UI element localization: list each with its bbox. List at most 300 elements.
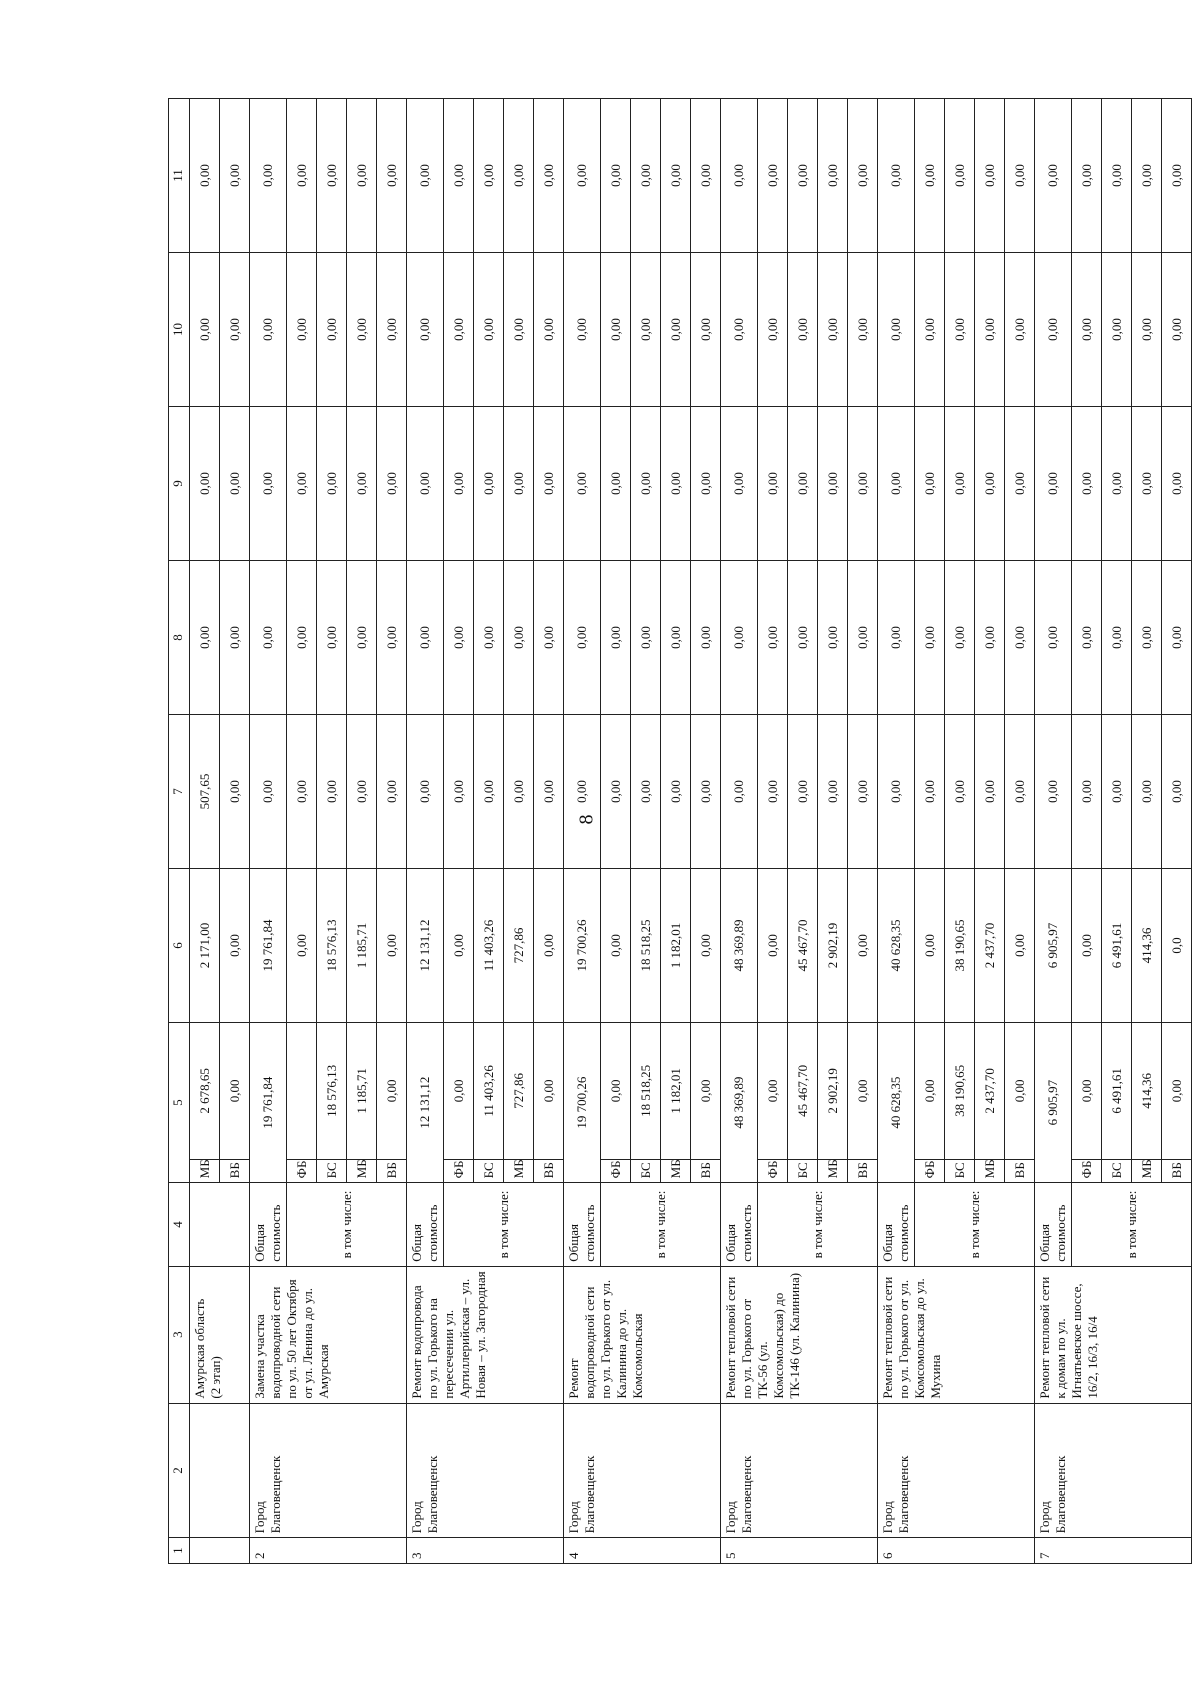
funding-source: ФБ <box>758 1159 788 1183</box>
value-cell: 0,00 <box>818 99 848 253</box>
value-cell: 0,00 <box>190 253 220 407</box>
table-row <box>878 99 915 1564</box>
value-cell: 2 902,19 <box>818 868 848 1022</box>
value-cell: 0,00 <box>504 253 534 407</box>
row-number-cell <box>190 1538 250 1564</box>
value-cell: 0,00 <box>444 560 474 714</box>
value-cell: 727,86 <box>504 868 534 1022</box>
value-cell: 0,00 <box>564 560 601 714</box>
value-cell: 0,00 <box>190 407 220 561</box>
value-cell: 0,00 <box>878 253 915 407</box>
value-cell: 0,00 <box>601 714 631 868</box>
value-cell: 0,00 <box>287 560 317 714</box>
value-cell: 0,00 <box>758 560 788 714</box>
value-cell: 2 678,65 <box>190 1022 220 1159</box>
cost-type-cell <box>190 1183 250 1266</box>
total-value-cell: 12 131,12 <box>407 1022 444 1182</box>
table-body <box>190 99 1192 1564</box>
value-cell: 0,00 <box>848 253 878 407</box>
value-cell: 0,00 <box>377 714 407 868</box>
value-cell: 0,00 <box>564 253 601 407</box>
value-cell: 0,00 <box>631 714 661 868</box>
value-cell: 0,00 <box>721 253 758 407</box>
funding-source: ФБ <box>287 1159 317 1183</box>
total-cost-label: Общая стоимость <box>250 1183 287 1266</box>
total-value-cell: 19 700,26 <box>564 1022 601 1182</box>
value-cell: 0,00 <box>220 253 250 407</box>
value-cell: 19 761,84 <box>250 868 287 1022</box>
value-cell: 727,86 <box>504 1022 534 1159</box>
value-cell: 0,00 <box>1132 714 1162 868</box>
value-cell: 0,00 <box>317 99 347 253</box>
funding-source: ВБ <box>534 1159 564 1183</box>
value-cell: 0,00 <box>788 253 818 407</box>
value-cell: 0,00 <box>220 868 250 1022</box>
value-cell: 0,00 <box>1132 560 1162 714</box>
value-cell: 0,00 <box>975 714 1005 868</box>
funding-source: ВБ <box>220 1159 250 1183</box>
value-cell: 0,00 <box>250 714 287 868</box>
value-cell: 2 902,19 <box>818 1022 848 1159</box>
value-cell: 0,00 <box>661 714 691 868</box>
municipality-cell <box>190 1403 250 1538</box>
value-cell: 0,00 <box>317 253 347 407</box>
value-cell: 0,00 <box>1072 714 1102 868</box>
including-label: в том числе: <box>758 1183 878 1266</box>
value-cell: 0,00 <box>287 99 317 253</box>
col-header-9: 9 <box>169 407 190 561</box>
value-cell: 1 182,01 <box>661 868 691 1022</box>
value-cell: 0,00 <box>1035 560 1072 714</box>
value-cell: 0,00 <box>504 99 534 253</box>
value-cell: 0,00 <box>1005 1022 1035 1159</box>
value-cell: 0,00 <box>564 714 601 868</box>
value-cell: 0,00 <box>474 407 504 561</box>
value-cell: 0,00 <box>534 1022 564 1159</box>
rotated-table-wrapper <box>168 98 1184 1564</box>
value-cell: 0,00 <box>250 253 287 407</box>
value-cell: 0,00 <box>848 99 878 253</box>
value-cell: 0,00 <box>1005 99 1035 253</box>
value-cell: 11 403,26 <box>474 1022 504 1159</box>
value-cell: 0,00 <box>1072 253 1102 407</box>
value-cell: 0,00 <box>848 560 878 714</box>
value-cell: 0,00 <box>1005 868 1035 1022</box>
value-cell: 0,00 <box>474 253 504 407</box>
header-row <box>169 99 190 1564</box>
value-cell: 0,00 <box>407 714 444 868</box>
value-cell: 0,00 <box>407 560 444 714</box>
value-cell: 0,00 <box>220 99 250 253</box>
value-cell: 45 467,70 <box>788 1022 818 1159</box>
value-cell: 0,00 <box>601 407 631 561</box>
value-cell: 6 905,97 <box>1035 868 1072 1022</box>
value-cell: 0,00 <box>691 714 721 868</box>
value-cell: 0,00 <box>848 1022 878 1159</box>
table-row <box>407 99 444 1564</box>
funding-source: МБ <box>1132 1159 1162 1183</box>
value-cell: 0,00 <box>691 560 721 714</box>
value-cell: 0,00 <box>945 560 975 714</box>
municipality-name: Город Благовещенск <box>721 1403 878 1538</box>
value-cell: 0,00 <box>945 99 975 253</box>
total-value-cell: 19 761,84 <box>250 1022 287 1182</box>
value-cell: 0,00 <box>407 407 444 561</box>
value-cell: 0,00 <box>758 99 788 253</box>
funding-source: БС <box>317 1159 347 1183</box>
value-cell: 48 369,89 <box>721 868 758 1022</box>
value-cell: 0,00 <box>975 407 1005 561</box>
value-cell: 0,00 <box>915 407 945 561</box>
value-cell: 0,00 <box>878 714 915 868</box>
value-cell: 0,00 <box>1005 714 1035 868</box>
value-cell: 0,00 <box>788 560 818 714</box>
region-name: Амурская область (2 этап) <box>190 1266 250 1403</box>
value-cell: 0,00 <box>377 868 407 1022</box>
value-cell: 38 190,65 <box>945 1022 975 1159</box>
value-cell: 0,00 <box>474 99 504 253</box>
value-cell: 0,00 <box>1035 714 1072 868</box>
value-cell: 6 491,61 <box>1102 868 1132 1022</box>
value-cell: 0,00 <box>721 99 758 253</box>
row-number: 4 <box>564 1538 721 1564</box>
value-cell: 18 518,25 <box>631 868 661 1022</box>
value-cell: 0,00 <box>945 253 975 407</box>
value-cell: 0,00 <box>534 253 564 407</box>
funding-source: БС <box>631 1159 661 1183</box>
value-cell: 0,00 <box>915 560 945 714</box>
col-header-10: 10 <box>169 253 190 407</box>
value-cell: 1 185,71 <box>347 1022 377 1159</box>
municipality-name: Город Благовещенск <box>1035 1403 1192 1538</box>
total-cost-label: Общая стоимость <box>407 1183 444 1266</box>
value-cell: 0,00 <box>818 407 848 561</box>
object-name: Ремонт водопроводной сети по ул. Горького от ул. Калинина до ул. Комсомольская <box>564 1266 721 1403</box>
value-cell: 0,00 <box>190 560 220 714</box>
funding-source: БС <box>788 1159 818 1183</box>
value-cell: 0,00 <box>1162 560 1192 714</box>
total-cost-label: Общая стоимость <box>721 1183 758 1266</box>
value-cell: 2 437,70 <box>975 1022 1005 1159</box>
value-cell: 6 491,61 <box>1102 1022 1132 1159</box>
value-cell: 0,00 <box>564 407 601 561</box>
total-cost-label: Общая стоимость <box>878 1183 915 1266</box>
value-cell: 0,00 <box>1035 407 1072 561</box>
col-header-7: 7 <box>169 714 190 868</box>
funding-source: ВБ <box>848 1159 878 1183</box>
value-cell: 0,00 <box>661 99 691 253</box>
value-cell: 414,36 <box>1132 1022 1162 1159</box>
total-cost-label: Общая стоимость <box>564 1183 601 1266</box>
table-row <box>190 99 220 1564</box>
value-cell: 0,00 <box>945 714 975 868</box>
value-cell: 0,00 <box>915 99 945 253</box>
budget-table <box>168 98 1192 1564</box>
total-value-cell: 40 628,35 <box>878 1022 915 1182</box>
funding-source: МБ <box>347 1159 377 1183</box>
value-cell: 0,00 <box>220 407 250 561</box>
value-cell: 0,00 <box>691 407 721 561</box>
value-cell: 0,00 <box>1035 253 1072 407</box>
funding-source: ФБ <box>601 1159 631 1183</box>
value-cell: 0,00 <box>1162 407 1192 561</box>
value-cell: 0,00 <box>1102 560 1132 714</box>
col-header-5: 5 <box>169 1022 190 1182</box>
funding-source: ВБ <box>1005 1159 1035 1183</box>
value-cell: 0,00 <box>1162 714 1192 868</box>
value-cell: 0,00 <box>878 99 915 253</box>
value-cell: 0,00 <box>220 560 250 714</box>
value-cell: 0,00 <box>915 253 945 407</box>
value-cell: 0,00 <box>818 560 848 714</box>
col-header-1: 1 <box>169 1538 190 1564</box>
funding-source: МБ <box>661 1159 691 1183</box>
value-cell: 0,00 <box>878 560 915 714</box>
value-cell: 0,00 <box>504 407 534 561</box>
including-label: в том числе: <box>1072 1183 1192 1266</box>
value-cell: 0,00 <box>1035 99 1072 253</box>
value-cell: 0,00 <box>848 868 878 1022</box>
col-header-11: 11 <box>169 99 190 253</box>
value-cell: 0,00 <box>1132 99 1162 253</box>
funding-source: БС <box>1102 1159 1132 1183</box>
value-cell: 0,00 <box>1072 99 1102 253</box>
value-cell: 0,00 <box>377 253 407 407</box>
value-cell: 0,00 <box>474 560 504 714</box>
value-cell: 0,00 <box>1005 253 1035 407</box>
row-number: 5 <box>721 1538 878 1564</box>
col-header-4: 4 <box>169 1183 190 1266</box>
funding-source: МБ <box>190 1159 220 1183</box>
value-cell: 0,00 <box>287 253 317 407</box>
table-row <box>564 99 601 1564</box>
col-header-8: 8 <box>169 560 190 714</box>
value-cell: 0,00 <box>407 99 444 253</box>
value-cell: 0,00 <box>444 714 474 868</box>
value-cell: 0,00 <box>975 253 1005 407</box>
row-number: 7 <box>1035 1538 1192 1564</box>
value-cell: 0,00 <box>1132 253 1162 407</box>
col-header-3: 3 <box>169 1266 190 1403</box>
value-cell: 0,00 <box>317 407 347 561</box>
value-cell: 40 628,35 <box>878 868 915 1022</box>
value-cell: 0,00 <box>631 560 661 714</box>
value-cell: 0,00 <box>1102 253 1132 407</box>
value-cell: 19 700,26 <box>564 868 601 1022</box>
value-cell: 0,00 <box>1132 407 1162 561</box>
value-cell: 0,00 <box>721 714 758 868</box>
value-cell: 0,00 <box>601 99 631 253</box>
value-cell: 0,00 <box>631 99 661 253</box>
value-cell: 0,00 <box>631 407 661 561</box>
value-cell: 1 182,01 <box>661 1022 691 1159</box>
value-cell: 0,00 <box>190 99 220 253</box>
value-cell: 0,00 <box>788 407 818 561</box>
value-cell: 0,00 <box>848 714 878 868</box>
municipality-name: Город Благовещенск <box>878 1403 1035 1538</box>
table-row <box>250 99 287 1564</box>
including-label: в том числе: <box>444 1183 564 1266</box>
value-cell: 0,00 <box>1072 1022 1102 1159</box>
value-cell: 0,00 <box>915 868 945 1022</box>
value-cell: 0,00 <box>287 868 317 1022</box>
value-cell: 0,00 <box>758 714 788 868</box>
value-cell: 414,36 <box>1132 868 1162 1022</box>
value-cell: 0,00 <box>691 868 721 1022</box>
value-cell: 0,00 <box>818 253 848 407</box>
value-cell: 0,00 <box>1005 560 1035 714</box>
value-cell: 0,00 <box>534 714 564 868</box>
including-label: в том числе: <box>915 1183 1035 1266</box>
funding-source: МБ <box>504 1159 534 1183</box>
value-cell: 0,00 <box>1162 99 1192 253</box>
value-cell: 0,00 <box>347 253 377 407</box>
value-cell: 0,00 <box>878 407 915 561</box>
value-cell: 0,00 <box>347 99 377 253</box>
value-cell: 0,00 <box>444 868 474 1022</box>
value-cell: 0,00 <box>347 407 377 561</box>
value-cell: 0,00 <box>377 99 407 253</box>
value-cell: 18 518,25 <box>631 1022 661 1159</box>
value-cell: 0,00 <box>758 253 788 407</box>
value-cell: 0,00 <box>788 99 818 253</box>
value-cell: 0,00 <box>474 714 504 868</box>
value-cell: 0,00 <box>444 253 474 407</box>
value-cell: 0,00 <box>601 1022 631 1159</box>
row-number: 3 <box>407 1538 564 1564</box>
funding-source: ВБ <box>691 1159 721 1183</box>
object-name: Ремонт водопровода по ул. Горького на пересечении ул. Артиллерийская – ул. Новая – ул. Загородная <box>407 1266 564 1403</box>
value-cell: 0,00 <box>504 714 534 868</box>
municipality-name: Город Благовещенск <box>407 1403 564 1538</box>
including-label: в том числе: <box>601 1183 721 1266</box>
value-cell: 11 403,26 <box>474 868 504 1022</box>
value-cell: 0,00 <box>250 407 287 561</box>
col-header-2: 2 <box>169 1403 190 1538</box>
value-cell: 1 185,71 <box>347 868 377 1022</box>
value-cell: 0,00 <box>1072 868 1102 1022</box>
value-cell: 0,00 <box>220 1022 250 1159</box>
value-cell: 0,00 <box>534 560 564 714</box>
value-cell: 2 437,70 <box>975 868 1005 1022</box>
value-cell: 0,00 <box>1102 99 1132 253</box>
value-cell: 0,00 <box>1072 407 1102 561</box>
value-cell: 0,00 <box>377 407 407 561</box>
value-cell: 0,00 <box>250 560 287 714</box>
value-cell: 0,00 <box>601 868 631 1022</box>
value-cell: 0,00 <box>631 253 661 407</box>
municipality-name: Город Благовещенск <box>564 1403 721 1538</box>
funding-source: БС <box>945 1159 975 1183</box>
value-cell: 0,00 <box>818 714 848 868</box>
value-cell: 0,00 <box>534 407 564 561</box>
row-number: 2 <box>250 1538 407 1564</box>
value-cell: 0,00 <box>377 1022 407 1159</box>
value-cell: 38 190,65 <box>945 868 975 1022</box>
value-cell: 0,00 <box>444 1022 474 1159</box>
value-cell: 0,00 <box>721 560 758 714</box>
total-value-cell: 48 369,89 <box>721 1022 758 1182</box>
value-cell: 0,00 <box>287 407 317 561</box>
value-cell: 0,00 <box>601 253 631 407</box>
funding-source: ВБ <box>377 1159 407 1183</box>
value-cell: 0,00 <box>504 560 534 714</box>
value-cell: 0,00 <box>1162 1022 1192 1159</box>
value-cell: 0,00 <box>1102 714 1132 868</box>
value-cell: 0,00 <box>788 714 818 868</box>
value-cell: 0,00 <box>534 99 564 253</box>
value-cell: 0,00 <box>758 407 788 561</box>
value-cell: 0,00 <box>758 868 788 1022</box>
funding-source: ВБ <box>1162 1159 1192 1183</box>
funding-source: БС <box>474 1159 504 1183</box>
funding-source: ФБ <box>444 1159 474 1183</box>
value-cell: 0,00 <box>601 560 631 714</box>
value-cell: 0,00 <box>1162 253 1192 407</box>
value-cell: 0,00 <box>691 1022 721 1159</box>
value-cell <box>287 1022 317 1159</box>
total-cost-label: Общая стоимость <box>1035 1183 1072 1266</box>
value-cell: 45 467,70 <box>788 868 818 1022</box>
object-name: Ремонт тепловой сети по ул. Горького от ТК-56 (ул. Комсомольская) до ТК-146 (ул. Калинина) <box>721 1266 878 1403</box>
value-cell: 0,00 <box>975 99 1005 253</box>
col-header-6: 6 <box>169 868 190 1022</box>
value-cell: 0,00 <box>915 1022 945 1159</box>
value-cell: 0,00 <box>1072 560 1102 714</box>
value-cell: 0,00 <box>250 99 287 253</box>
value-cell: 0,00 <box>661 560 691 714</box>
value-cell: 0,00 <box>347 560 377 714</box>
value-cell: 18 576,13 <box>317 868 347 1022</box>
value-cell: 0,00 <box>1102 407 1132 561</box>
row-number: 6 <box>878 1538 1035 1564</box>
table-row <box>1035 99 1072 1564</box>
value-cell: 0,00 <box>377 560 407 714</box>
value-cell: 2 171,00 <box>190 868 220 1022</box>
value-cell: 0,00 <box>945 407 975 561</box>
value-cell: 0,00 <box>661 407 691 561</box>
object-name: Ремонт тепловой сети по ул. Горького от ул. Комсомольская до ул. Мухина <box>878 1266 1035 1403</box>
value-cell: 0,0 <box>1162 868 1192 1022</box>
value-cell: 0,00 <box>975 560 1005 714</box>
value-cell: 0,00 <box>915 714 945 868</box>
funding-source: МБ <box>818 1159 848 1183</box>
funding-source: МБ <box>975 1159 1005 1183</box>
value-cell: 12 131,12 <box>407 868 444 1022</box>
value-cell: 0,00 <box>1005 407 1035 561</box>
value-cell: 0,00 <box>407 253 444 407</box>
value-cell: 0,00 <box>691 99 721 253</box>
value-cell: 0,00 <box>317 714 347 868</box>
value-cell: 0,00 <box>721 407 758 561</box>
value-cell: 0,00 <box>317 560 347 714</box>
including-label: в том числе: <box>287 1183 407 1266</box>
page-number: 8 <box>575 814 598 825</box>
value-cell: 0,00 <box>848 407 878 561</box>
municipality-name: Город Благовещенск <box>250 1403 407 1538</box>
funding-source: ФБ <box>915 1159 945 1183</box>
funding-source: ФБ <box>1072 1159 1102 1183</box>
value-cell: 0,00 <box>691 253 721 407</box>
table-row <box>721 99 758 1564</box>
value-cell: 0,00 <box>444 407 474 561</box>
value-cell: 0,00 <box>347 714 377 868</box>
value-cell: 18 576,13 <box>317 1022 347 1159</box>
total-value-cell: 6 905,97 <box>1035 1022 1072 1182</box>
value-cell: 0,00 <box>661 253 691 407</box>
value-cell: 0,00 <box>564 99 601 253</box>
value-cell: 0,00 <box>758 1022 788 1159</box>
